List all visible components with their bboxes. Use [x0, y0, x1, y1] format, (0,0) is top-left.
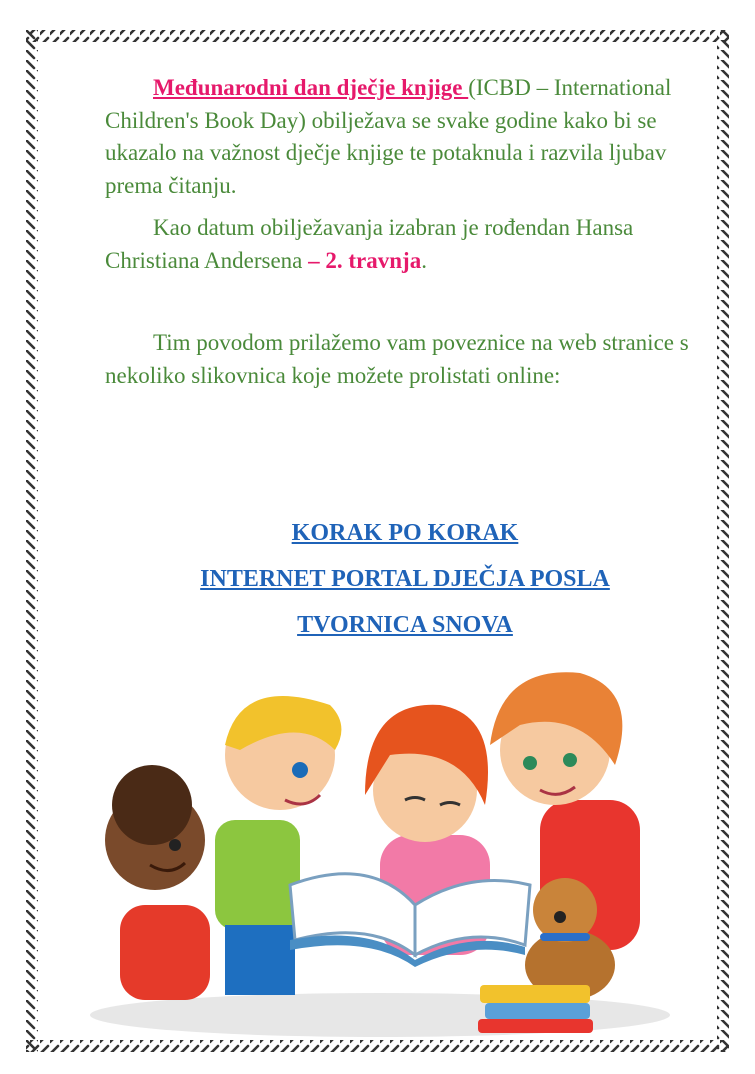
date-text: Kao datum obilježavanja izabran je rođendan Hansa Christiana Andersena — [105, 215, 634, 273]
intro-text: (ICBD – International Children's Book Day) obilježava se svake godine kako bi se ukazalo na važnost dječje knjige te potaknula i razvila ljubav prema čitanju. — [105, 75, 672, 198]
link-korak-po-korak[interactable]: KORAK PO KORAK — [291, 520, 519, 546]
children-reading-illustration — [80, 655, 680, 1045]
link-tvornica-snova[interactable]: TVORNICA SNOVA — [297, 612, 513, 638]
book-stack — [478, 985, 593, 1033]
links-intro-paragraph — [105, 327, 705, 392]
links-intro-text: Tim povodom prilažemo vam poveznice na web stranice s nekoliko slikovnica koje možete prolistati online: — [105, 330, 689, 388]
child-boy-blond — [215, 696, 341, 995]
date-end: . — [421, 247, 427, 273]
intro-paragraph — [105, 72, 705, 202]
date-paragraph — [105, 212, 705, 277]
link-djecja-posla[interactable]: INTERNET PORTAL DJEČJA POSLA — [200, 566, 610, 592]
icbd-link[interactable]: Međunarodni dan dječje knjige — [153, 75, 469, 100]
child-left — [105, 765, 210, 1000]
date-highlight: – 2. travnja — [302, 247, 422, 273]
book-links — [60, 510, 750, 648]
main-text — [105, 72, 705, 392]
